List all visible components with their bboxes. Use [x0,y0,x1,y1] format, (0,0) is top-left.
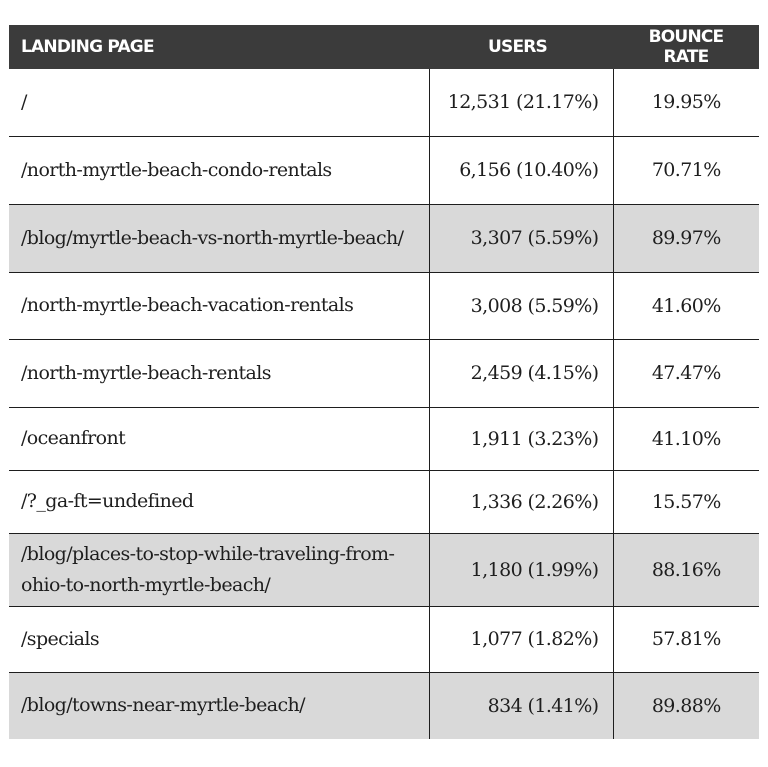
users-cell: 6,156 (10.40%) [429,136,613,204]
table-row [9,204,759,272]
users-cell: 1,180 (1.99%) [429,533,613,606]
bounce-rate-cell: 41.60% [613,272,759,339]
landing-page-cell: /blog/places-to-stop-while-traveling-from-ohio-to-north-myrtle-beach/ [9,533,429,606]
users-cell: 1,336 (2.26%) [429,470,613,533]
table-row [9,407,759,470]
table-row [9,672,759,739]
landing-page-cell: /blog/myrtle-beach-vs-north-myrtle-beach/ [9,204,429,272]
table-row [9,272,759,339]
table-row [9,69,759,136]
bounce-rate-cell: 41.10% [613,407,759,470]
users-cell: 12,531 (21.17%) [429,69,613,136]
table-row [9,533,759,606]
table-header [9,25,759,69]
landing-pages-table [9,25,759,739]
users-cell: 2,459 (4.15%) [429,339,613,407]
landing-page-cell: /specials [9,606,429,672]
table-row [9,339,759,407]
users-cell: 3,307 (5.59%) [429,204,613,272]
table-row [9,606,759,672]
column-header-landing-page: LANDING PAGE [9,25,429,69]
bounce-rate-cell: 57.81% [613,606,759,672]
users-cell: 1,077 (1.82%) [429,606,613,672]
table-row [9,470,759,533]
landing-page-cell: / [9,69,429,136]
table-body [9,69,759,739]
column-header-bounce-rate: BOUNCE RATE [613,25,759,69]
landing-pages-table-container [9,25,759,739]
landing-page-cell: /north-myrtle-beach-rentals [9,339,429,407]
header-row [9,25,759,69]
bounce-rate-cell: 89.88% [613,672,759,739]
landing-page-cell: /?_ga-ft=undefined [9,470,429,533]
users-cell: 834 (1.41%) [429,672,613,739]
bounce-rate-cell: 47.47% [613,339,759,407]
bounce-rate-cell: 89.97% [613,204,759,272]
bounce-rate-cell: 19.95% [613,69,759,136]
users-cell: 1,911 (3.23%) [429,407,613,470]
table-row [9,136,759,204]
landing-page-cell: /north-myrtle-beach-condo-rentals [9,136,429,204]
landing-page-cell: /north-myrtle-beach-vacation-rentals [9,272,429,339]
bounce-rate-cell: 88.16% [613,533,759,606]
column-header-users: USERS [429,25,613,69]
landing-page-cell: /blog/towns-near-myrtle-beach/ [9,672,429,739]
bounce-rate-cell: 15.57% [613,470,759,533]
landing-page-cell: /oceanfront [9,407,429,470]
bounce-rate-cell: 70.71% [613,136,759,204]
users-cell: 3,008 (5.59%) [429,272,613,339]
